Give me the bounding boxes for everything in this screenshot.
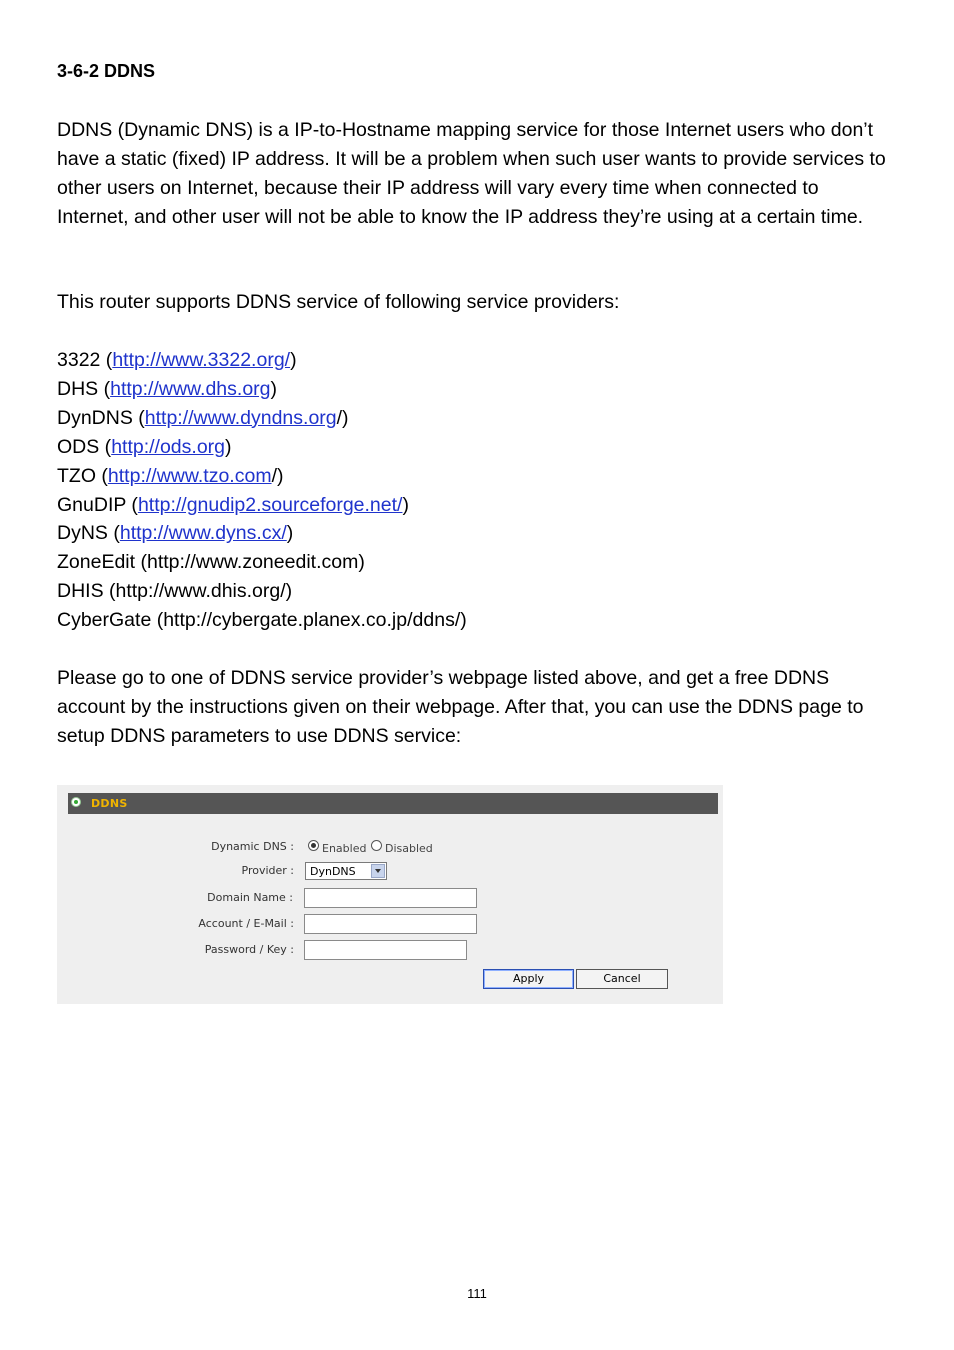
instructions-paragraph: Please go to one of DDNS service provider’s webpage listed above, and get a free DDNS account by the instructions given on their webpage. After that, you can use the DDNS page to setup DDNS parameters to use DDNS service: — [57, 667, 864, 747]
apply-button[interactable]: Apply — [483, 969, 574, 989]
provider-item: TZO (http://www.tzo.com/) — [57, 464, 284, 487]
ddns-settings-panel — [57, 785, 723, 1004]
intro-paragraph: DDNS (Dynamic DNS) is a IP-to-Hostname mapping service for those Internet users who don’t have a static (fixed) IP address. It will be a problem when such user wants to provide services to other users on Internet, because their IP address will vary every time when connected to Internet, and other user will not be able to know the IP address they’re using at a certain time. — [57, 119, 886, 228]
provider-link[interactable]: http://www.3322.org/ — [112, 349, 291, 371]
enabled-radio[interactable] — [308, 840, 319, 851]
cancel-button[interactable]: Cancel — [576, 969, 668, 989]
provider-link[interactable]: http://www.dyndns.org — [144, 406, 337, 429]
domain-name-label: Domain Name : — [207, 891, 293, 904]
provider-item: ZoneEdit (http://www.zoneedit.com) — [57, 551, 365, 574]
password-label: Password / Key : — [204, 943, 294, 956]
enabled-label: Enabled — [322, 842, 367, 855]
account-email-input[interactable] — [304, 914, 477, 934]
provider-link[interactable]: http://www.dyns.cx/ — [119, 522, 287, 545]
page-number: 111 — [467, 1286, 487, 1301]
provider-item: GnuDIP (http://gnudip2.sourceforge.net/) — [57, 493, 409, 516]
provider-selected-value: DynDNS — [310, 865, 356, 878]
provider-list — [57, 346, 467, 635]
account-label: Account / E-Mail : — [198, 917, 294, 930]
domain-name-input[interactable] — [304, 888, 477, 908]
provider-link[interactable]: http://gnudip2.sourceforge.net/ — [137, 493, 403, 516]
provider-label: Provider : — [241, 864, 294, 877]
provider-item: CyberGate (http://cybergate.planex.co.jp/ddns/) — [57, 609, 467, 632]
provider-item: DynDNS (http://www.dyndns.org/) — [57, 406, 349, 429]
section-heading: 3-6-2 DDNS — [57, 61, 156, 81]
provider-link[interactable]: http://ods.org — [111, 435, 226, 458]
provider-link[interactable]: http://www.dhs.org — [110, 377, 271, 400]
providers-intro: This router supports DDNS service of following service providers: — [57, 291, 620, 313]
provider-item: DyNS (http://www.dyns.cx/) — [57, 522, 294, 545]
provider-item: ODS (http://ods.org) — [57, 435, 232, 458]
provider-item: DHIS (http://www.dhis.org/) — [57, 580, 293, 603]
provider-select[interactable] — [305, 862, 387, 880]
dynamic-dns-label: Dynamic DNS : — [211, 840, 294, 853]
provider-item: DHS (http://www.dhs.org) — [57, 377, 278, 400]
disabled-radio[interactable] — [371, 840, 382, 851]
chevron-down-icon[interactable] — [371, 864, 385, 878]
provider-link[interactable]: http://www.tzo.com — [107, 464, 272, 487]
password-key-input[interactable] — [304, 940, 467, 960]
provider-item: 3322 (http://www.3322.org/) — [57, 349, 297, 371]
bullet-icon — [71, 797, 81, 807]
panel-title-bar — [68, 793, 718, 814]
disabled-label: Disabled — [385, 842, 433, 855]
panel-title: DDNS — [91, 797, 128, 810]
